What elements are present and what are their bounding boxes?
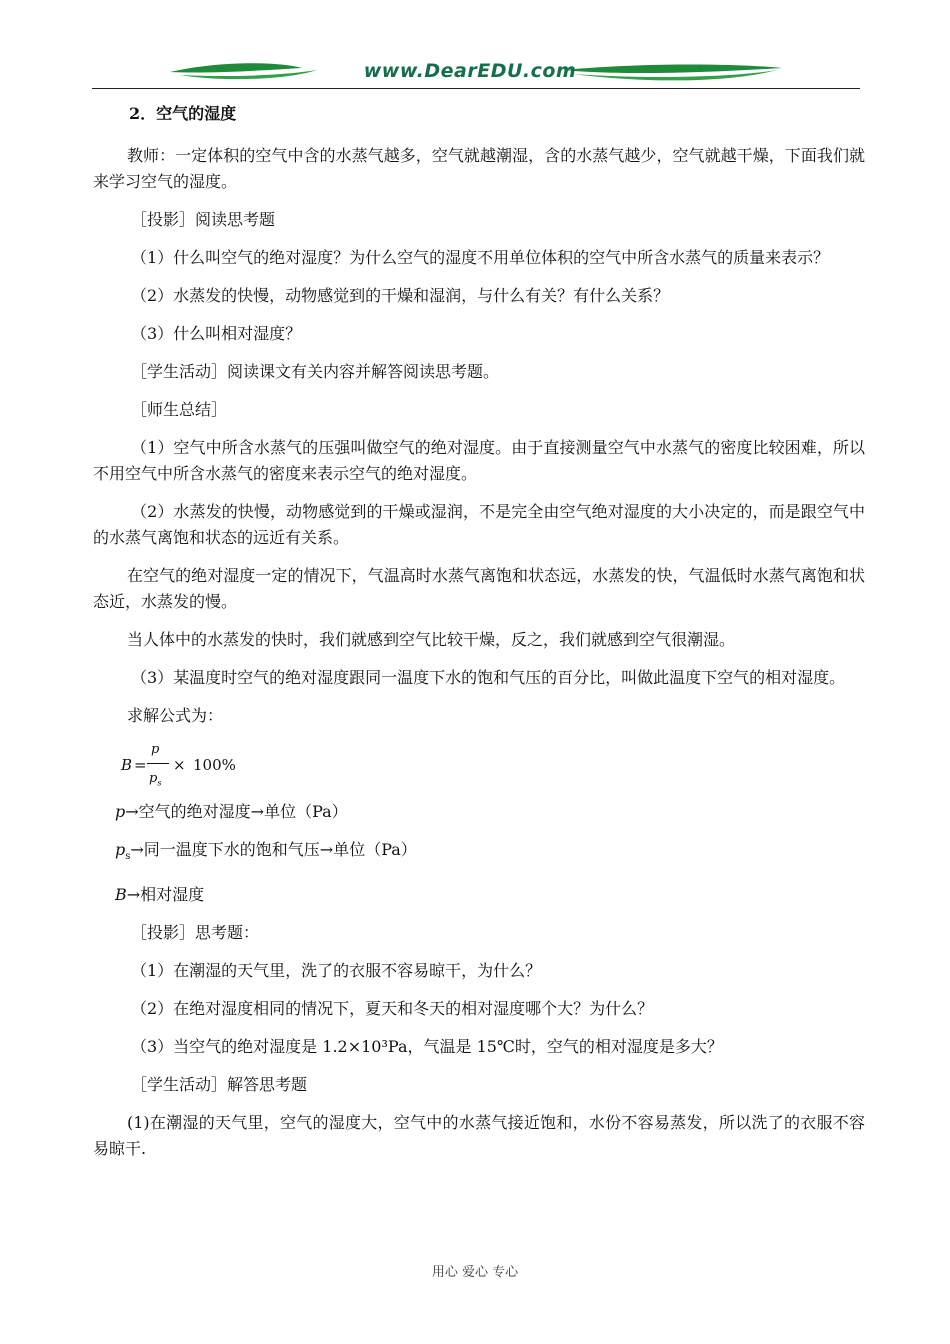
paragraph: 在空气的绝对湿度一定的情况下，气温高时水蒸气离饱和状态远，水蒸发的快，气温低时水蒸气离饱和状态近，水蒸发的慢。 <box>93 566 865 611</box>
paragraph: ［投影］阅读思考题 <box>131 210 276 229</box>
document-body <box>93 101 865 1174</box>
header-divider <box>92 88 860 89</box>
formula-denominator: $p_s$ <box>149 771 162 788</box>
paragraph: ［学生活动］阅读课文有关内容并解答阅读思考题。 <box>131 362 500 381</box>
definition-line: $p_s\to$同一温度下水的饱和气压→单位（Pa） <box>115 840 417 863</box>
paragraph: （1）什么叫空气的绝对湿度？为什么空气的湿度不用单位体积的空气中所含水蒸气的质量来表示？ <box>131 248 830 267</box>
formula-numerator: p <box>151 742 160 757</box>
paragraph: ［学生活动］解答思考题 <box>131 1075 308 1095</box>
paragraph: （1）在潮湿的天气里，洗了的衣服不容易晾干，为什么？ <box>131 961 542 981</box>
paragraph: 教师：一定体积的空气中含的水蒸气越多，空气就越潮湿，含的水蒸气越少，空气就越干燥，下面我们就来学习空气的湿度。 <box>93 146 865 191</box>
formula-times: × <box>173 756 186 774</box>
paragraph: （2）水蒸发的快慢，动物感觉到的干燥和湿润，与什么有关？有什么关系？ <box>131 286 670 305</box>
fraction-bar <box>147 763 169 764</box>
formula-equals: = <box>134 756 147 774</box>
paragraph: （3）当空气的绝对湿度是 1.2×10³Pa，气温是 15℃时，空气的相对湿度是多大？ <box>131 1037 723 1057</box>
paragraph: （2）在绝对湿度相同的情况下，夏天和冬天的相对湿度哪个大？为什么？ <box>131 999 654 1019</box>
paragraph: （1）空气中所含水蒸气的压强叫做空气的绝对湿度。由于直接测量空气中水蒸气的密度比较困难，所以不用空气中所含水蒸气的密度来表示空气的绝对湿度。 <box>93 438 865 483</box>
paragraph: ［投影］思考题： <box>131 923 260 943</box>
definition-line: B→相对湿度 <box>115 885 205 905</box>
definition-line: p→空气的绝对湿度→单位（Pa） <box>115 802 348 821</box>
section-title: 2．空气的湿度 <box>129 104 237 123</box>
paragraph: (1)在潮湿的天气里，空气的湿度大，空气中的水蒸气接近饱和，水份不容易蒸发，所以洗了的衣服不容易晾干. <box>93 1113 865 1159</box>
relative-humidity-formula <box>115 741 865 789</box>
formula-lhs: B <box>121 756 133 774</box>
paragraph: ［师生总结］ <box>131 400 228 419</box>
page-footer: 用心 爱心 专心 <box>431 1265 519 1280</box>
paragraph: 当人体中的水蒸发的快时，我们就感到空气比较干燥，反之，我们就感到空气很潮湿。 <box>127 630 736 649</box>
paragraph: （3）什么叫相对湿度？ <box>131 324 302 343</box>
formula-percent: 100% <box>193 756 236 774</box>
paragraph: 求解公式为： <box>127 706 224 725</box>
paragraph: （3）某温度时空气的绝对湿度跟同一温度下水的饱和气压的百分比，叫做此温度下空气的相对湿度。 <box>131 668 846 687</box>
site-logo-text: www.DearEDU.com <box>363 60 577 82</box>
paragraph: （2）水蒸发的快慢，动物感觉到的干燥或湿润，不是完全由空气绝对湿度的大小决定的，而是跟空气中的水蒸气离饱和状态的远近有关系。 <box>93 502 865 547</box>
